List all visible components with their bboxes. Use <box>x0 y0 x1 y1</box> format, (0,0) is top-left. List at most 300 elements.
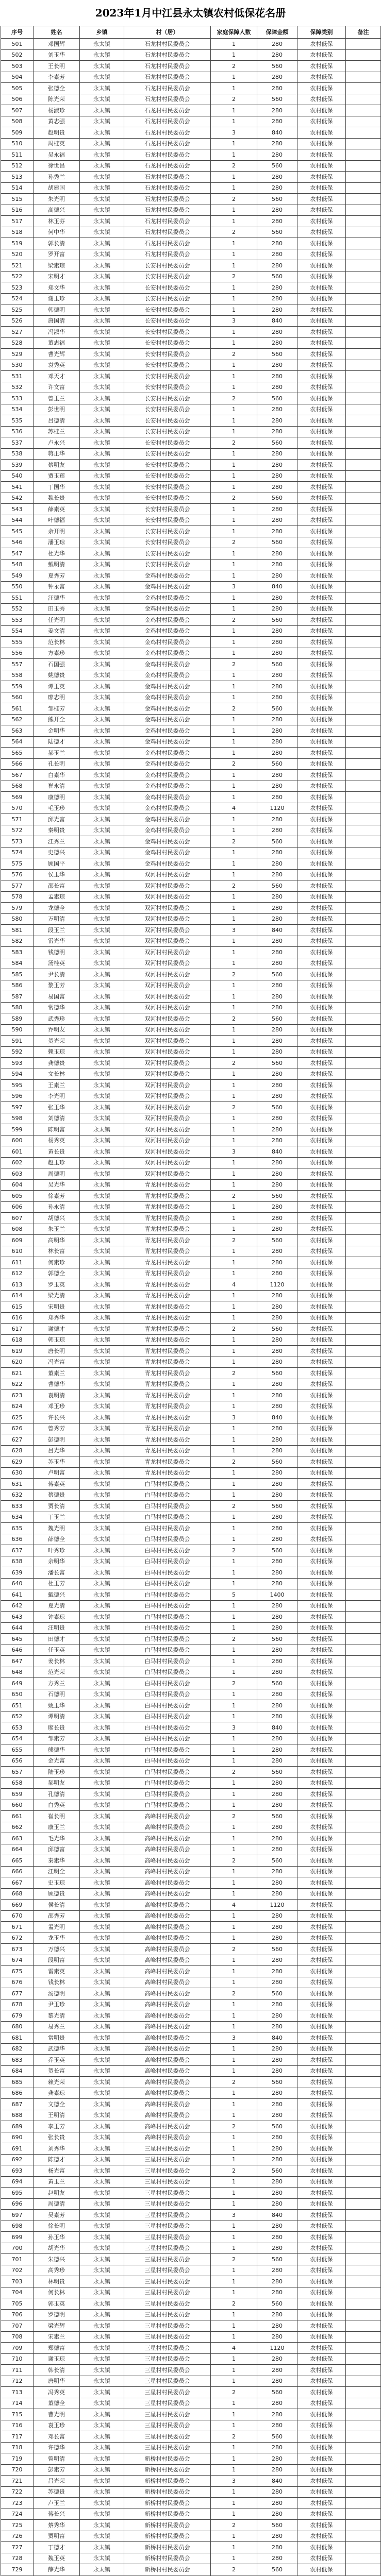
village-cell: 高峰村村民委员会 <box>124 1811 211 1822</box>
name-cell: 黄长贵 <box>34 1146 80 1158</box>
serial-cell: 678 <box>1 1999 34 2011</box>
category-cell: 农村低保 <box>297 1213 346 1224</box>
name-cell: 唐国清 <box>34 316 80 327</box>
name-cell: 朱光明 <box>34 194 80 205</box>
serial-cell: 688 <box>1 2110 34 2122</box>
table-row <box>1 792 381 803</box>
amount-cell: 280 <box>257 482 297 493</box>
amount-cell: 280 <box>257 1601 297 1612</box>
township-cell: 永太镇 <box>80 2088 124 2099</box>
remark-cell <box>346 825 381 837</box>
village-cell: 白马村村民委员会 <box>124 1567 211 1579</box>
township-cell: 永太镇 <box>80 437 124 449</box>
serial-cell: 562 <box>1 715 34 726</box>
village-cell: 双河村村民委员会 <box>124 1146 211 1158</box>
village-cell: 白马村村民委员会 <box>124 1623 211 1634</box>
remark-cell <box>346 2143 381 2155</box>
household-size-cell: 1 <box>211 1346 257 1357</box>
village-cell: 长安村村民委员会 <box>124 560 211 571</box>
table-row <box>1 316 381 327</box>
village-cell: 青龙村村民委员会 <box>124 1446 211 1457</box>
table-row <box>1 349 381 360</box>
township-cell: 永太镇 <box>80 2420 124 2432</box>
amount-cell: 280 <box>257 892 297 903</box>
township-cell: 永太镇 <box>80 2276 124 2287</box>
category-cell: 农村低保 <box>297 327 346 338</box>
village-cell: 新桥村村民委员会 <box>124 2453 211 2465</box>
amount-cell: 280 <box>257 570 297 582</box>
name-cell: 刘玉华 <box>34 50 80 61</box>
category-cell: 农村低保 <box>297 382 346 394</box>
township-cell: 永太镇 <box>80 1479 124 1490</box>
category-cell: 农村低保 <box>297 1368 346 1379</box>
amount-cell: 280 <box>257 814 297 825</box>
table-row <box>1 2110 381 2122</box>
name-cell: 吴素芳 <box>34 2210 80 2221</box>
amount-cell: 840 <box>257 1722 297 1734</box>
household-size-cell: 1 <box>211 172 257 183</box>
name-cell: 胡德兴 <box>34 1213 80 1224</box>
household-size-cell: 1 <box>211 792 257 803</box>
serial-cell: 682 <box>1 2044 34 2055</box>
township-cell: 永太镇 <box>80 1889 124 1900</box>
remark-cell <box>346 1301 381 1313</box>
village-cell: 石龙村村民委员会 <box>124 116 211 128</box>
household-size-cell: 2 <box>211 1545 257 1556</box>
table-row <box>1 327 381 338</box>
table-row <box>1 1778 381 1789</box>
name-cell: 卢永兴 <box>34 437 80 449</box>
name-cell: 石德明 <box>34 1689 80 1701</box>
village-cell: 石龙村村民委员会 <box>124 216 211 227</box>
table-row <box>1 2431 381 2443</box>
village-cell: 双河村村民委员会 <box>124 1013 211 1025</box>
category-cell: 农村低保 <box>297 1589 346 1601</box>
table-row <box>1 1911 381 1922</box>
table-row <box>1 2210 381 2221</box>
household-size-cell: 1 <box>211 449 257 460</box>
amount-cell: 280 <box>257 715 297 726</box>
township-cell: 永太镇 <box>80 2487 124 2498</box>
remark-cell <box>346 1877 381 1889</box>
household-size-cell: 1 <box>211 2487 257 2498</box>
category-cell: 农村低保 <box>297 648 346 659</box>
amount-cell: 560 <box>257 1191 297 1202</box>
village-cell: 石龙村村民委员会 <box>124 83 211 94</box>
village-cell: 石龙村村民委员会 <box>124 105 211 116</box>
remark-cell <box>346 2254 381 2265</box>
household-size-cell: 1 <box>211 1423 257 1435</box>
remark-cell <box>346 1789 381 1800</box>
household-size-cell: 1 <box>211 1601 257 1612</box>
category-cell: 农村低保 <box>297 1412 346 1423</box>
table-row <box>1 183 381 194</box>
township-cell: 永太镇 <box>80 2221 124 2232</box>
name-cell: 谭玉英 <box>34 681 80 692</box>
amount-cell: 560 <box>257 1102 297 1113</box>
name-cell: 谢德才 <box>34 1324 80 1335</box>
serial-cell: 564 <box>1 737 34 748</box>
township-cell: 永太镇 <box>80 1213 124 1224</box>
remark-cell <box>346 382 381 394</box>
name-cell: 唐明华 <box>34 2376 80 2387</box>
remark-cell <box>346 715 381 726</box>
village-cell: 青龙村村民委员会 <box>124 1257 211 1268</box>
township-cell: 永太镇 <box>80 1091 124 1103</box>
amount-cell: 560 <box>257 61 297 72</box>
township-cell: 永太镇 <box>80 338 124 349</box>
household-size-cell: 1 <box>211 1158 257 1169</box>
table-row <box>1 2409 381 2420</box>
township-cell: 永太镇 <box>80 1988 124 1999</box>
amount-cell: 280 <box>257 1003 297 1014</box>
household-size-cell: 1 <box>211 2332 257 2343</box>
household-size-cell: 1 <box>211 681 257 692</box>
serial-cell: 718 <box>1 2443 34 2454</box>
amount-cell: 280 <box>257 2099 297 2110</box>
name-cell: 余开明 <box>34 526 80 537</box>
township-cell: 永太镇 <box>80 903 124 914</box>
category-cell: 农村低保 <box>297 703 346 715</box>
household-size-cell: 1 <box>211 1656 257 1667</box>
household-size-cell: 2 <box>211 1368 257 1379</box>
remark-cell <box>346 814 381 825</box>
category-cell: 农村低保 <box>297 371 346 382</box>
village-cell: 高峰村村民委员会 <box>124 1955 211 1967</box>
township-cell: 永太镇 <box>80 2298 124 2310</box>
amount-cell: 280 <box>257 1833 297 1844</box>
village-cell: 双河村村民委员会 <box>124 936 211 947</box>
household-size-cell: 1 <box>211 2055 257 2066</box>
table-row <box>1 272 381 283</box>
name-cell: 宋明才 <box>34 272 80 283</box>
township-cell: 永太镇 <box>80 1025 124 1036</box>
household-size-cell: 2 <box>211 61 257 72</box>
household-size-cell: 2 <box>211 1988 257 1999</box>
remark-cell <box>346 1966 381 1977</box>
name-cell: 彭德明 <box>34 1434 80 1446</box>
remark-cell <box>346 526 381 537</box>
township-cell: 永太镇 <box>80 1656 124 1667</box>
village-cell: 高峰村村民委员会 <box>124 1867 211 1878</box>
village-cell: 高峰村村民委员会 <box>124 1933 211 1944</box>
roster-table <box>1 26 381 2576</box>
serial-cell: 722 <box>1 2487 34 2498</box>
category-cell: 农村低保 <box>297 2409 346 2420</box>
table-row <box>1 515 381 527</box>
remark-cell <box>346 537 381 549</box>
village-cell: 双河村村民委员会 <box>124 1091 211 1103</box>
name-cell: 易秀兰 <box>34 2022 80 2033</box>
serial-cell: 625 <box>1 1412 34 1423</box>
household-size-cell: 1 <box>211 2553 257 2565</box>
household-size-cell: 1 <box>211 570 257 582</box>
village-cell: 石龙村村民委员会 <box>124 227 211 239</box>
name-cell: 何素珍 <box>34 1257 80 1268</box>
village-cell: 长安村村民委员会 <box>124 482 211 493</box>
category-cell: 农村低保 <box>297 2055 346 2066</box>
amount-cell: 840 <box>257 2476 297 2487</box>
table-row <box>1 172 381 183</box>
category-cell: 农村低保 <box>297 1257 346 1268</box>
township-cell: 永太镇 <box>80 1324 124 1335</box>
table-row <box>1 1136 381 1147</box>
remark-cell <box>346 2376 381 2387</box>
remark-cell <box>346 1434 381 1446</box>
village-cell: 双河村村民委员会 <box>124 1168 211 1180</box>
household-size-cell: 1 <box>211 958 257 970</box>
category-cell: 农村低保 <box>297 692 346 704</box>
amount-cell: 280 <box>257 1645 297 1656</box>
table-row <box>1 1678 381 1689</box>
name-cell: 周德清 <box>34 2199 80 2210</box>
table-row <box>1 2354 381 2365</box>
serial-cell: 677 <box>1 1988 34 1999</box>
serial-cell: 580 <box>1 914 34 925</box>
page-title: 2023年1月中江县永太镇农村低保花名册 <box>95 7 286 19</box>
serial-cell: 655 <box>1 1744 34 1756</box>
amount-cell: 280 <box>257 1911 297 1922</box>
category-cell: 农村低保 <box>297 415 346 427</box>
name-cell: 林长富 <box>34 1246 80 1258</box>
category-cell: 农村低保 <box>297 1346 346 1357</box>
township-cell: 永太镇 <box>80 748 124 759</box>
table-row <box>1 1612 381 1623</box>
amount-cell: 280 <box>257 1268 297 1280</box>
table-row <box>1 2542 381 2553</box>
remark-cell <box>346 936 381 947</box>
table-row <box>1 2010 381 2022</box>
table-row <box>1 2199 381 2210</box>
remark-cell <box>346 172 381 183</box>
household-size-cell: 1 <box>211 2354 257 2365</box>
village-cell: 白马村村民委员会 <box>124 1767 211 1778</box>
township-cell: 永太镇 <box>80 1589 124 1601</box>
remark-cell <box>346 1534 381 1546</box>
township-cell: 永太镇 <box>80 1778 124 1789</box>
remark-cell <box>346 2531 381 2543</box>
serial-cell: 701 <box>1 2254 34 2265</box>
household-size-cell: 1 <box>211 2155 257 2166</box>
table-row <box>1 1601 381 1612</box>
serial-cell: 515 <box>1 194 34 205</box>
township-cell: 永太镇 <box>80 1944 124 1955</box>
amount-cell: 280 <box>257 2010 297 2022</box>
township-cell: 永太镇 <box>80 2265 124 2277</box>
village-cell: 青龙村村民委员会 <box>124 1324 211 1335</box>
name-cell: 孟素琼 <box>34 892 80 903</box>
amount-cell: 280 <box>257 1158 297 1169</box>
remark-cell <box>346 1158 381 1169</box>
township-cell: 永太镇 <box>80 2232 124 2243</box>
amount-cell: 280 <box>257 2365 297 2376</box>
remark-cell <box>346 338 381 349</box>
township-cell: 永太镇 <box>80 548 124 560</box>
serial-cell: 717 <box>1 2431 34 2443</box>
household-size-cell: 1 <box>211 404 257 416</box>
remark-cell <box>346 50 381 61</box>
village-cell: 三星村村民委员会 <box>124 2409 211 2420</box>
household-size-cell: 1 <box>211 327 257 338</box>
serial-cell: 705 <box>1 2298 34 2310</box>
township-cell: 永太镇 <box>80 1291 124 1302</box>
category-cell: 农村低保 <box>297 161 346 172</box>
village-cell: 新桥村村民委员会 <box>124 2520 211 2531</box>
amount-cell: 280 <box>257 725 297 737</box>
serial-cell: 631 <box>1 1479 34 1490</box>
name-cell: 石国强 <box>34 659 80 670</box>
village-cell: 长安村村民委员会 <box>124 371 211 382</box>
remark-cell <box>346 1213 381 1224</box>
amount-cell: 280 <box>257 1479 297 1490</box>
amount-cell: 280 <box>257 1423 297 1435</box>
serial-cell: 612 <box>1 1268 34 1280</box>
category-cell: 农村低保 <box>297 958 346 970</box>
serial-cell: 651 <box>1 1700 34 1711</box>
household-size-cell: 2 <box>211 1767 257 1778</box>
serial-cell: 720 <box>1 2465 34 2476</box>
household-size-cell: 1 <box>211 515 257 527</box>
village-cell: 长安村村民委员会 <box>124 415 211 427</box>
amount-cell: 560 <box>257 2165 297 2177</box>
remark-cell <box>346 2387 381 2398</box>
category-cell: 农村低保 <box>297 1656 346 1667</box>
serial-cell: 719 <box>1 2453 34 2465</box>
village-cell: 青龙村村民委员会 <box>124 1468 211 1479</box>
village-cell: 三星村村民委员会 <box>124 2287 211 2299</box>
serial-cell: 670 <box>1 1911 34 1922</box>
household-size-cell: 1 <box>211 1268 257 1280</box>
amount-cell: 840 <box>257 2032 297 2044</box>
serial-cell: 711 <box>1 2365 34 2376</box>
serial-cell: 636 <box>1 1534 34 1546</box>
table-row <box>1 1346 381 1357</box>
remark-cell <box>346 2553 381 2565</box>
village-cell: 三星村村民委员会 <box>124 2143 211 2155</box>
village-cell: 高峰村村民委员会 <box>124 2022 211 2033</box>
category-cell: 农村低保 <box>297 1678 346 1689</box>
village-cell: 高峰村村民委员会 <box>124 1944 211 1955</box>
household-size-cell: 2 <box>211 272 257 283</box>
household-size-cell: 1 <box>211 1047 257 1058</box>
serial-cell: 667 <box>1 1877 34 1889</box>
remark-cell <box>346 471 381 482</box>
table-row <box>1 1313 381 1324</box>
table-row <box>1 1534 381 1546</box>
table-row <box>1 1003 381 1014</box>
amount-cell: 280 <box>257 338 297 349</box>
table-row <box>1 139 381 150</box>
table-row <box>1 2476 381 2487</box>
category-cell: 农村低保 <box>297 681 346 692</box>
name-cell: 谢玉琼 <box>34 2354 80 2365</box>
remark-cell <box>346 1756 381 1767</box>
township-cell: 永太镇 <box>80 836 124 848</box>
table-row <box>1 1789 381 1800</box>
serial-cell: 503 <box>1 61 34 72</box>
category-cell: 农村低保 <box>297 1833 346 1844</box>
name-cell: 高秀珍 <box>34 2265 80 2277</box>
name-cell: 林玉芬 <box>34 216 80 227</box>
township-cell: 永太镇 <box>80 1700 124 1711</box>
household-size-cell: 1 <box>211 2398 257 2410</box>
table-row <box>1 1324 381 1335</box>
name-cell: 王明清 <box>34 2110 80 2122</box>
serial-cell: 679 <box>1 2010 34 2022</box>
village-cell: 长安村村民委员会 <box>124 393 211 404</box>
name-cell: 张玉华 <box>34 1102 80 1113</box>
table-row <box>1 870 381 881</box>
name-cell: 曹德华 <box>34 1379 80 1391</box>
name-cell: 徐世昌 <box>34 161 80 172</box>
remark-cell <box>346 1889 381 1900</box>
household-size-cell: 1 <box>211 526 257 537</box>
amount-cell: 280 <box>257 449 297 460</box>
amount-cell: 280 <box>257 2044 297 2055</box>
name-cell: 熊开全 <box>34 715 80 726</box>
name-cell: 万明清 <box>34 914 80 925</box>
category-cell: 农村低保 <box>297 493 346 504</box>
amount-cell: 280 <box>257 2055 297 2066</box>
township-cell: 永太镇 <box>80 316 124 327</box>
remark-cell <box>346 848 381 859</box>
table-row <box>1 1545 381 1556</box>
village-cell: 双河村村民委员会 <box>124 1102 211 1113</box>
remark-cell <box>346 1191 381 1202</box>
village-cell: 高峰村村民委员会 <box>124 1855 211 1867</box>
amount-cell: 560 <box>257 272 297 283</box>
category-cell: 农村低保 <box>297 670 346 682</box>
village-cell: 石龙村村民委员会 <box>124 238 211 249</box>
village-cell: 双河村村民委员会 <box>124 1036 211 1047</box>
table-row <box>1 1058 381 1069</box>
village-cell: 青龙村村民委员会 <box>124 1268 211 1280</box>
remark-cell <box>346 1379 381 1391</box>
household-size-cell: 1 <box>211 1667 257 1679</box>
amount-cell: 280 <box>257 2498 297 2509</box>
table-row <box>1 94 381 106</box>
name-cell: 赵玉珍 <box>34 1158 80 1169</box>
township-cell: 永太镇 <box>80 2022 124 2033</box>
name-cell: 曾玉兰 <box>34 393 80 404</box>
township-cell: 永太镇 <box>80 1922 124 1933</box>
category-cell: 农村低保 <box>297 249 346 261</box>
township-cell: 永太镇 <box>80 947 124 958</box>
remark-cell <box>346 1058 381 1069</box>
household-size-cell: 2 <box>211 1501 257 1512</box>
remark-cell <box>346 2310 381 2321</box>
township-cell: 永太镇 <box>80 1933 124 1944</box>
amount-cell: 280 <box>257 2409 297 2420</box>
remark-cell <box>346 1113 381 1125</box>
category-cell: 农村低保 <box>297 227 346 239</box>
remark-cell <box>346 925 381 936</box>
serial-cell: 633 <box>1 1501 34 1512</box>
village-cell: 长安村村民委员会 <box>124 294 211 305</box>
township-cell: 永太镇 <box>80 94 124 106</box>
household-size-cell: 2 <box>211 161 257 172</box>
household-size-cell: 1 <box>211 460 257 471</box>
village-cell: 白马村村民委员会 <box>124 1634 211 1645</box>
remark-cell <box>346 604 381 615</box>
name-cell: 丁玉兰 <box>34 1512 80 1523</box>
remark-cell <box>346 515 381 527</box>
amount-cell: 280 <box>257 39 297 50</box>
serial-cell: 611 <box>1 1257 34 1268</box>
serial-cell: 502 <box>1 50 34 61</box>
table-row <box>1 2453 381 2465</box>
remark-cell <box>346 2476 381 2487</box>
